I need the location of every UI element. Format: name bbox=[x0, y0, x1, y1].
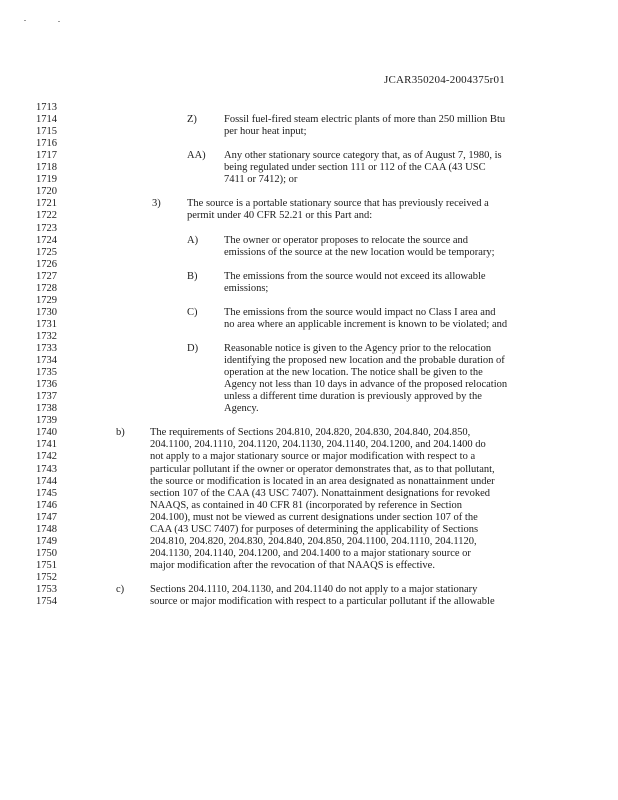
line-number: 1751 bbox=[36, 559, 57, 571]
subsection-b-text-line: 204.1130, 204.1140, 204.1200, and 204.1400 to a major stationary source or bbox=[150, 547, 471, 559]
subsection-c-text-line: Sections 204.1110, 204.1130, and 204.1140 do not apply to a major stationary bbox=[150, 584, 478, 595]
clause-z-text-line: Fossil fuel-fired steam electric plants of more than 250 million Btu bbox=[224, 114, 506, 126]
scan-speck bbox=[58, 21, 60, 22]
clause-3d-text-line: Reasonable notice is given to the Agency prior to the relocation bbox=[224, 343, 492, 354]
subsection-c-text-line: source or major modification with respect to a particular pollutant if the allowable bbox=[150, 596, 495, 608]
clause-3c-text-line: no area where an applicable increment is known to be violated; and bbox=[224, 318, 508, 330]
clause-3b-label: B) bbox=[187, 270, 198, 282]
subsection-b-text-line: 204.810, 204.820, 204.830, 204.840, 204.850, 204.1100, 204.1110, 204.1120, bbox=[150, 535, 477, 547]
clause-3d-text-line: Agency not less than 10 days in advance of the proposed relocation bbox=[224, 379, 508, 391]
scan-speck bbox=[24, 20, 26, 21]
line-number: 1742 bbox=[36, 451, 57, 463]
clause-aa-text-line: Any other stationary source category that, as of August 7, 1980, is bbox=[224, 150, 502, 162]
subsection-c-label: c) bbox=[116, 584, 125, 595]
line-number: 1739 bbox=[36, 415, 57, 427]
line-number: 1719 bbox=[36, 174, 57, 186]
line-number: 1732 bbox=[36, 330, 57, 342]
line-number: 1750 bbox=[36, 547, 57, 559]
clause-3-text-line: The source is a portable stationary source that has previously received a bbox=[187, 198, 489, 210]
line-number: 1746 bbox=[36, 499, 57, 511]
clause-aa-text-line: being regulated under section 111 or 112 of the CAA (43 USC bbox=[224, 162, 486, 174]
clause-3-text-line: permit under 40 CFR 52.21 or this Part and: bbox=[187, 210, 373, 222]
line-number: 1724 bbox=[36, 234, 57, 246]
clause-3d-text-line: identifying the proposed new location and the probable duration of bbox=[224, 355, 505, 367]
line-number: 1725 bbox=[36, 246, 57, 258]
line-number: 1729 bbox=[36, 294, 57, 306]
document-id-header: JCAR350204-2004375r01 bbox=[384, 74, 505, 86]
line-number: 1713 bbox=[36, 102, 57, 113]
line-number: 1720 bbox=[36, 186, 57, 198]
clause-3a-text-line: emissions of the source at the new location would be temporary; bbox=[224, 246, 495, 258]
line-number: 1731 bbox=[36, 318, 57, 330]
subsection-b-text-line: not apply to a major stationary source or major modification with respect to a bbox=[150, 451, 476, 463]
subsection-b-text-line: particular pollutant if the owner or operator demonstrates that, as to that pollutant, bbox=[150, 463, 495, 475]
subsection-b-label: b) bbox=[116, 427, 125, 439]
subsection-b-text-line: 204.100), must not be viewed as current designations under section 107 of the bbox=[150, 511, 478, 523]
clause-3a-text-line: The owner or operator proposes to relocate the source and bbox=[224, 234, 469, 246]
line-number: 1714 bbox=[36, 114, 57, 126]
line-number: 1716 bbox=[36, 138, 57, 150]
line-number: 1741 bbox=[36, 439, 57, 451]
line-number: 1728 bbox=[36, 282, 57, 294]
line-number: 1717 bbox=[36, 150, 57, 162]
clause-aa-text-line: 7411 or 7412); or bbox=[224, 174, 298, 186]
clause-3-label: 3) bbox=[152, 198, 161, 210]
line-number: 1748 bbox=[36, 523, 57, 535]
clause-3d-text-line: operation at the new location. The notice shall be given to the bbox=[224, 367, 483, 379]
clause-aa-label: AA) bbox=[187, 150, 206, 162]
clause-3c-label: C) bbox=[187, 306, 198, 318]
subsection-b-text-line: section 107 of the CAA (43 USC 7407). Nonattainment designations for revoked bbox=[150, 487, 491, 499]
line-number: 1730 bbox=[36, 306, 57, 318]
line-number: 1743 bbox=[36, 463, 57, 475]
line-number: 1733 bbox=[36, 343, 57, 354]
clause-3b-text-line: emissions; bbox=[224, 282, 269, 294]
line-number: 1747 bbox=[36, 511, 57, 523]
subsection-b-text-line: CAA (43 USC 7407) for purposes of determining the applicability of Sections bbox=[150, 523, 479, 535]
line-number: 1744 bbox=[36, 475, 57, 487]
line-number: 1734 bbox=[36, 355, 57, 367]
line-number: 1723 bbox=[36, 222, 57, 234]
clause-3a-label: A) bbox=[187, 234, 199, 246]
subsection-b-text-line: major modification after the revocation of that NAAQS is effective. bbox=[150, 559, 435, 571]
clause-3d-text-line: Agency. bbox=[224, 403, 259, 415]
line-number: 1740 bbox=[36, 427, 57, 439]
line-number: 1721 bbox=[36, 198, 57, 210]
line-number: 1726 bbox=[36, 258, 57, 270]
line-number: 1736 bbox=[36, 379, 57, 391]
line-number: 1722 bbox=[36, 210, 57, 222]
clause-z-text-line: per hour heat input; bbox=[224, 126, 307, 138]
line-number: 1754 bbox=[36, 596, 57, 608]
line-number: 1737 bbox=[36, 391, 57, 403]
clause-3d-text-line: unless a different time duration is previously approved by the bbox=[224, 391, 482, 403]
line-number: 1745 bbox=[36, 487, 57, 499]
clause-3c-text-line: The emissions from the source would impact no Class I area and bbox=[224, 306, 496, 318]
clause-3b-text-line: The emissions from the source would not exceed its allowable bbox=[224, 270, 486, 282]
subsection-b-text-line: 204.1100, 204.1110, 204.1120, 204.1130, 204.1140, 204.1200, and 204.1400 do bbox=[150, 439, 486, 451]
subsection-b-text-line: The requirements of Sections 204.810, 204.820, 204.830, 204.840, 204.850, bbox=[150, 427, 471, 439]
clause-3d-label: D) bbox=[187, 343, 199, 354]
clause-z-label: Z) bbox=[187, 114, 197, 126]
line-number: 1752 bbox=[36, 571, 57, 583]
subsection-b-text-line: the source or modification is located in an area designated as nonattainment under bbox=[150, 475, 495, 487]
line-number: 1738 bbox=[36, 403, 57, 415]
line-number: 1727 bbox=[36, 270, 57, 282]
line-number: 1718 bbox=[36, 162, 57, 174]
line-number: 1753 bbox=[36, 584, 57, 595]
line-number: 1735 bbox=[36, 367, 57, 379]
line-number: 1715 bbox=[36, 126, 57, 138]
line-number: 1749 bbox=[36, 535, 57, 547]
subsection-b-text-line: NAAQS, as contained in 40 CFR 81 (incorporated by reference in Section bbox=[150, 499, 463, 511]
